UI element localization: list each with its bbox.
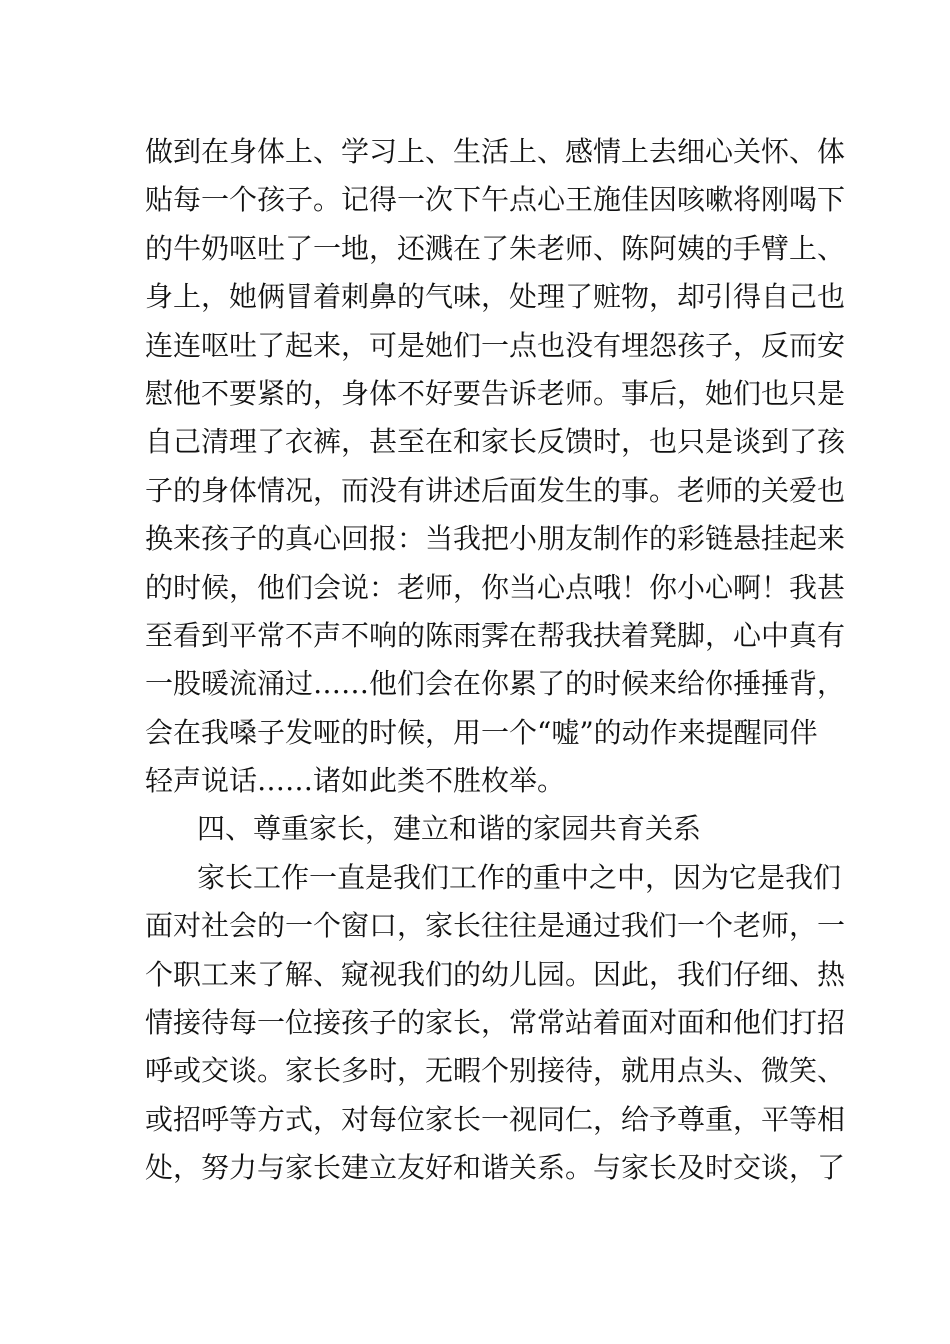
- text-line: 慰他不要紧的，身体不好要告诉老师。事后，她们也只是: [145, 376, 846, 410]
- text-line: 个职工来了解、窥视我们的幼儿园。因此，我们仔细、热: [145, 957, 846, 991]
- text-line: 身上，她俩冒着刺鼻的气味，处理了赃物，却引得自己也: [145, 280, 846, 314]
- text-line: 或招呼等方式，对每位家长一视同仁，给予尊重，平等相: [145, 1102, 846, 1136]
- text-line: 家长工作一直是我们工作的重中之中，因为它是我们: [197, 860, 842, 894]
- text-line: 的时候，他们会说：老师，你当心点哦！你小心啊！我甚: [145, 570, 846, 604]
- text-line: 做到在身体上、学习上、生活上、感情上去细心关怀、体: [145, 135, 846, 168]
- text-line: 子的身体情况，而没有讲述后面发生的事。老师的关爱也: [145, 473, 846, 507]
- text-line: 至看到平常不声不响的陈雨霁在帮我扶着凳脚，心中真有: [145, 618, 846, 652]
- text-line: 的牛奶呕吐了一地，还溅在了朱老师、陈阿姨的手臂上、: [145, 231, 846, 265]
- text-line: 情接待每一位接孩子的家长，常常站着面对面和他们打招: [145, 1006, 846, 1040]
- body-text: [145, 128, 846, 1193]
- text-line: 会在我嗓子发哑的时候，用一个“嘘”的动作来提醒同伴: [145, 715, 818, 749]
- text-line: 一股暖流涌过……他们会在你累了的时候来给你捶捶背，: [145, 667, 846, 701]
- text-line: 贴每一个孩子。记得一次下午点心王施佳因咳嗽将刚喝下: [145, 183, 846, 217]
- text-line: 呼或交谈。家长多时，无暇个别接待，就用点头、微笑、: [145, 1054, 846, 1088]
- text-line: 换来孩子的真心回报：当我把小朋友制作的彩链悬挂起来: [145, 522, 846, 556]
- paragraph-1: [145, 128, 846, 805]
- text-line: 面对社会的一个窗口，家长往往是通过我们一个老师，一: [145, 909, 846, 943]
- section-heading: 四、尊重家长，建立和谐的家园共育关系: [197, 812, 702, 846]
- text-line: 处，努力与家长建立友好和谐关系。与家长及时交谈，了: [145, 1151, 846, 1185]
- text-line: 自己清理了衣裤，甚至在和家长反馈时，也只是谈到了孩: [145, 425, 846, 459]
- text-line: 连连呕吐了起来，可是她们一点也没有埋怨孩子，反而安: [145, 328, 846, 362]
- text-line: 轻声说话……诸如此类不胜枚举。: [145, 764, 566, 798]
- paragraph-2: [145, 854, 846, 1193]
